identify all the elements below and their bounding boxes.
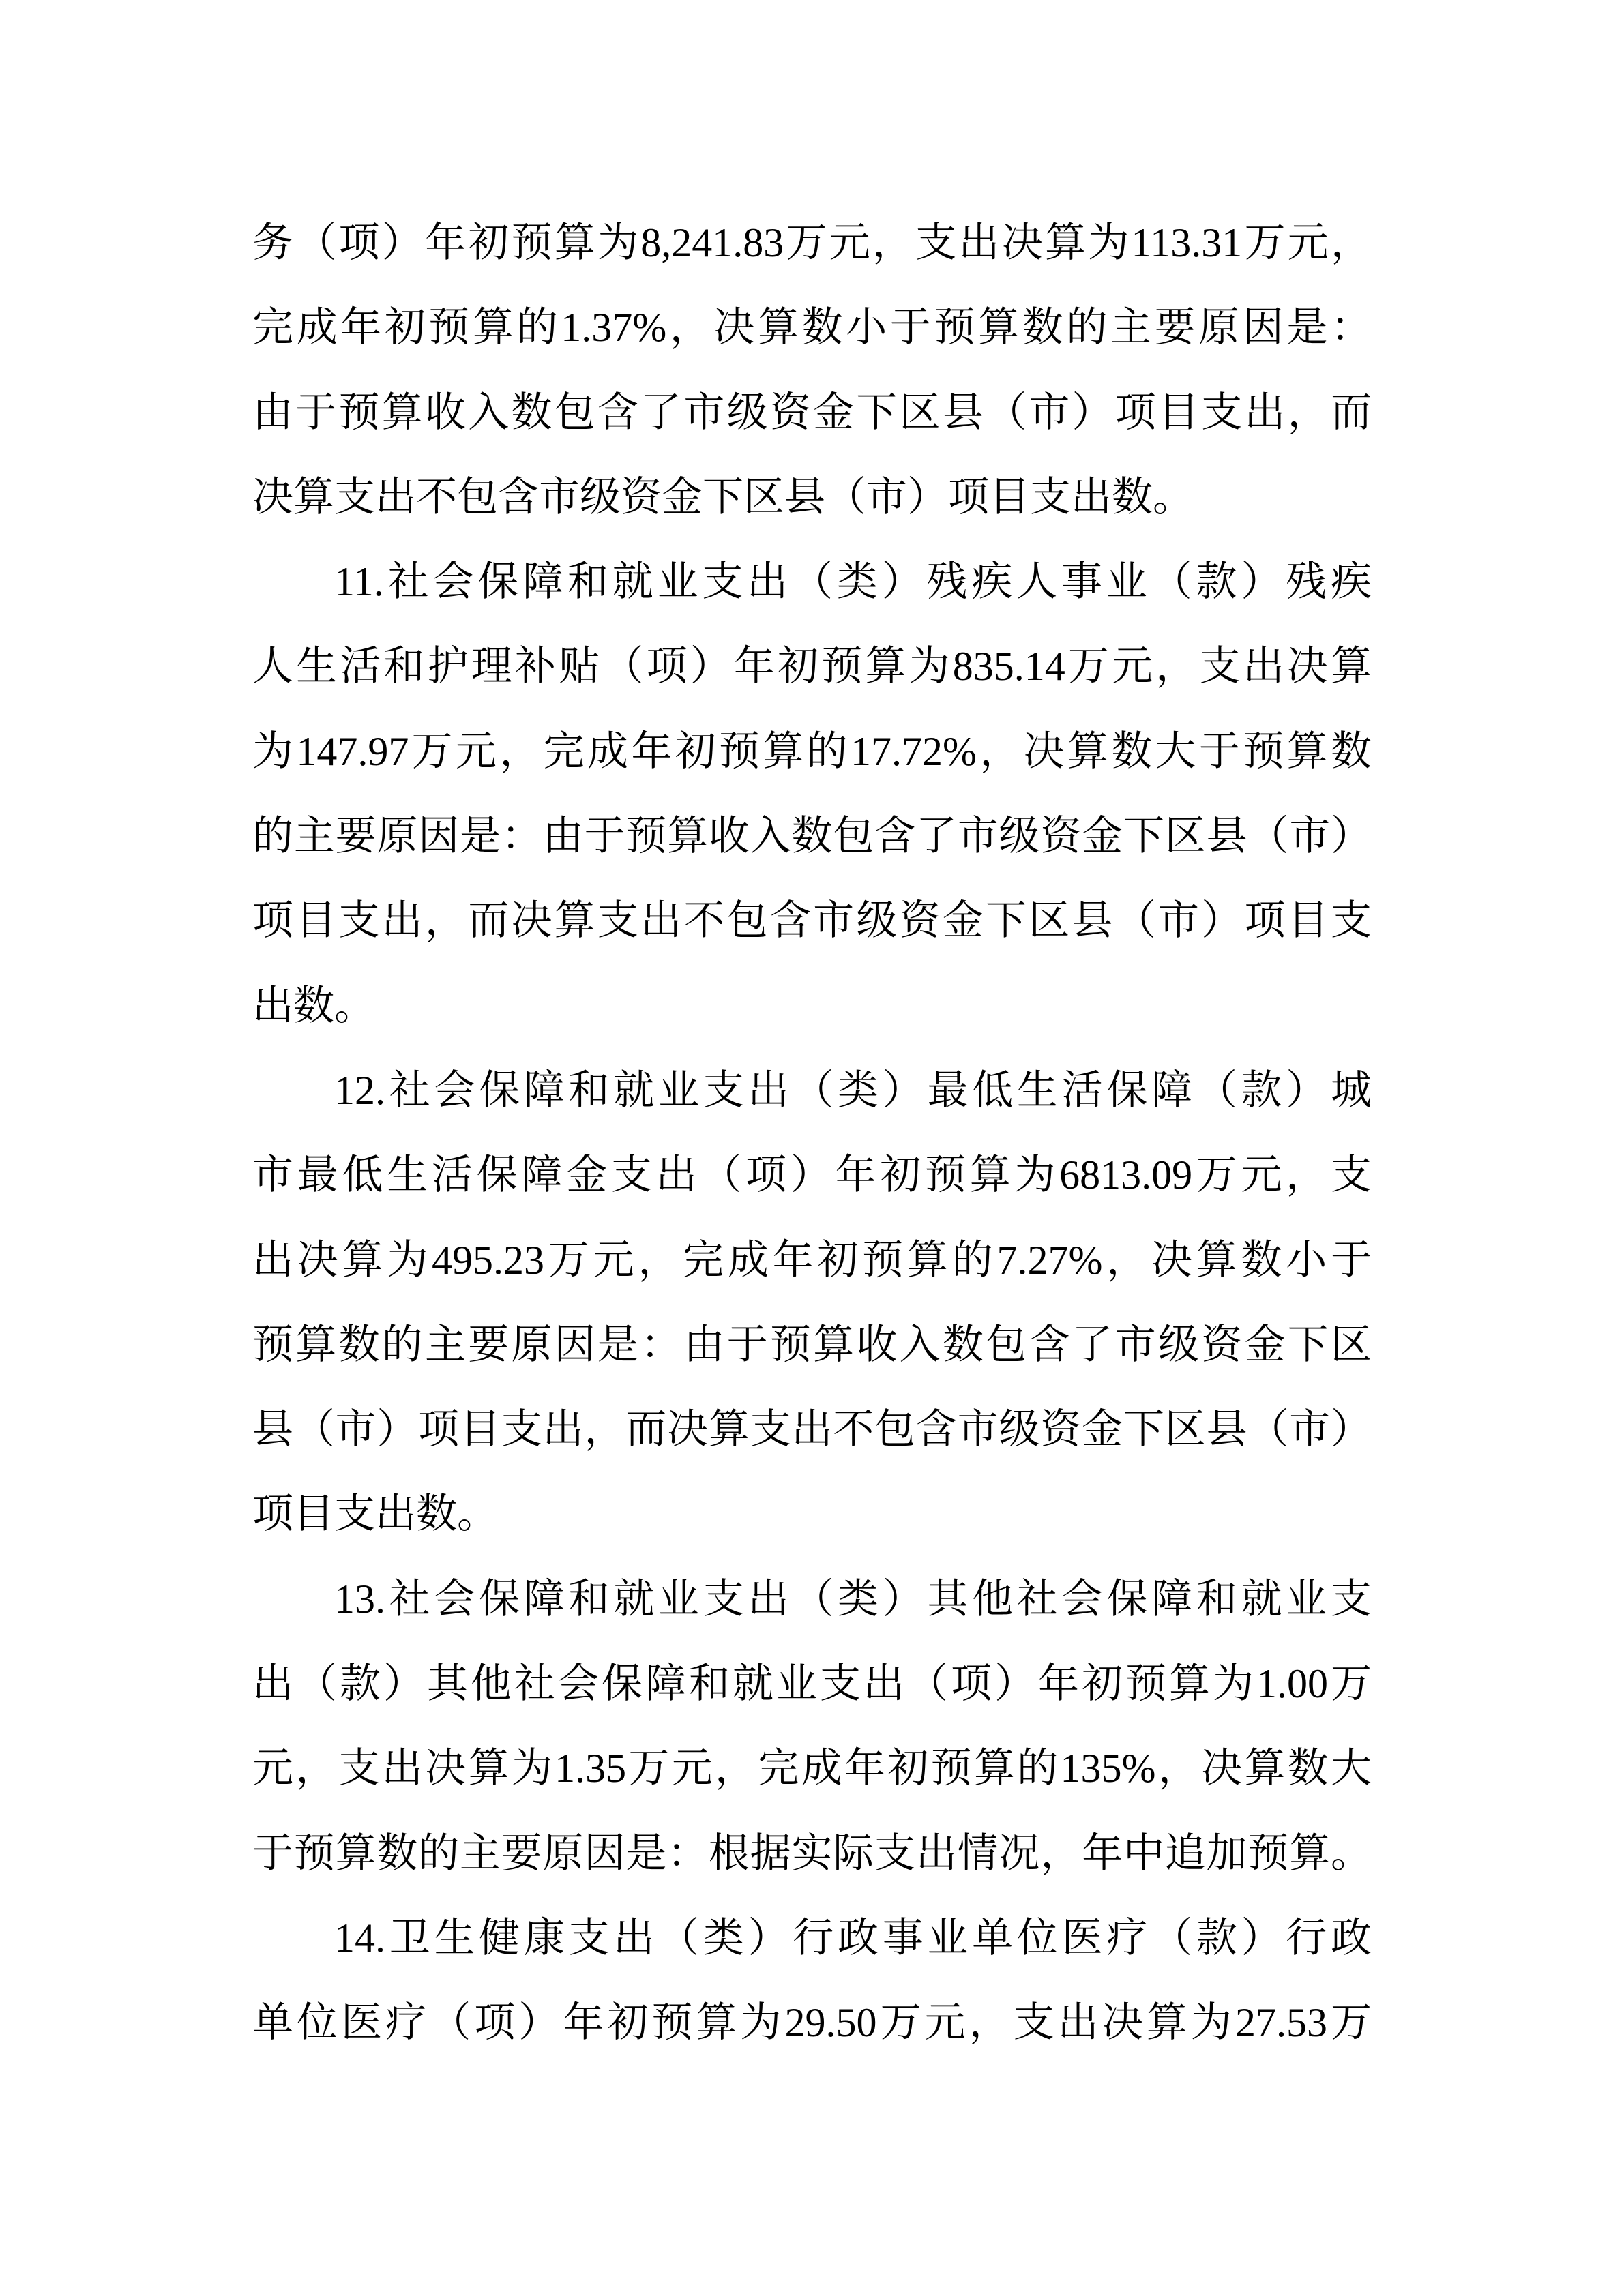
text-line-22: 单位医疗（项）年初预算为29.50万元，支出决算为27.53万 [252, 2000, 1372, 2046]
text-line-06: 人生活和护理补贴（项）年初预算为835.14万元，支出决算 [252, 644, 1372, 689]
text-line-15: 县（市）项目支出，而决算支出不包含市级资金下区县（市） [252, 1407, 1372, 1452]
text-line-13: 出决算为495.23万元，完成年初预算的7.27%，决算数小于 [252, 1237, 1372, 1283]
text-line-17: 13.社会保障和就业支出（类）其他社会保障和就业支 [334, 1576, 1372, 1622]
text-line-01: 务（项）年初预算为8,241.83万元，支出决算为113.31万元， [252, 220, 1372, 265]
text-line-02: 完成年初预算的1.37%，决算数小于预算数的主要原因是： [252, 305, 1372, 351]
text-line-12: 市最低生活保障金支出（项）年初预算为6813.09万元，支 [252, 1152, 1372, 1198]
text-line-19: 元，支出决算为1.35万元，完成年初预算的135%，决算数大 [252, 1746, 1372, 1791]
text-line-07: 为147.97万元，完成年初预算的17.72%，决算数大于预算数 [252, 728, 1372, 774]
text-line-08: 的主要原因是：由于预算收入数包含了市级资金下区县（市） [252, 814, 1372, 859]
text-line-03: 由于预算收入数包含了市级资金下区县（市）项目支出，而 [252, 389, 1372, 435]
text-line-16: 项目支出数。 [252, 1491, 498, 1537]
text-line-21: 14.卫生健康支出（类）行政事业单位医疗（款）行政 [334, 1915, 1372, 1960]
text-line-20: 于预算数的主要原因是：根据实际支出情况，年中追加预算。 [252, 1830, 1372, 1876]
text-line-18: 出（款）其他社会保障和就业支出（项）年初预算为1.00万 [252, 1661, 1372, 1707]
body-text-block [252, 200, 1372, 2066]
text-line-04: 决算支出不包含市级资金下区县（市）项目支出数。 [252, 474, 1194, 520]
text-line-11: 12.社会保障和就业支出（类）最低生活保障（款）城 [334, 1067, 1372, 1113]
text-line-14: 预算数的主要原因是：由于预算收入数包含了市级资金下区 [252, 1322, 1372, 1367]
text-line-05: 11.社会保障和就业支出（类）残疾人事业（款）残疾 [334, 559, 1372, 605]
text-line-10: 出数。 [252, 983, 375, 1028]
text-line-09: 项目支出，而决算支出不包含市级资金下区县（市）项目支 [252, 898, 1372, 944]
